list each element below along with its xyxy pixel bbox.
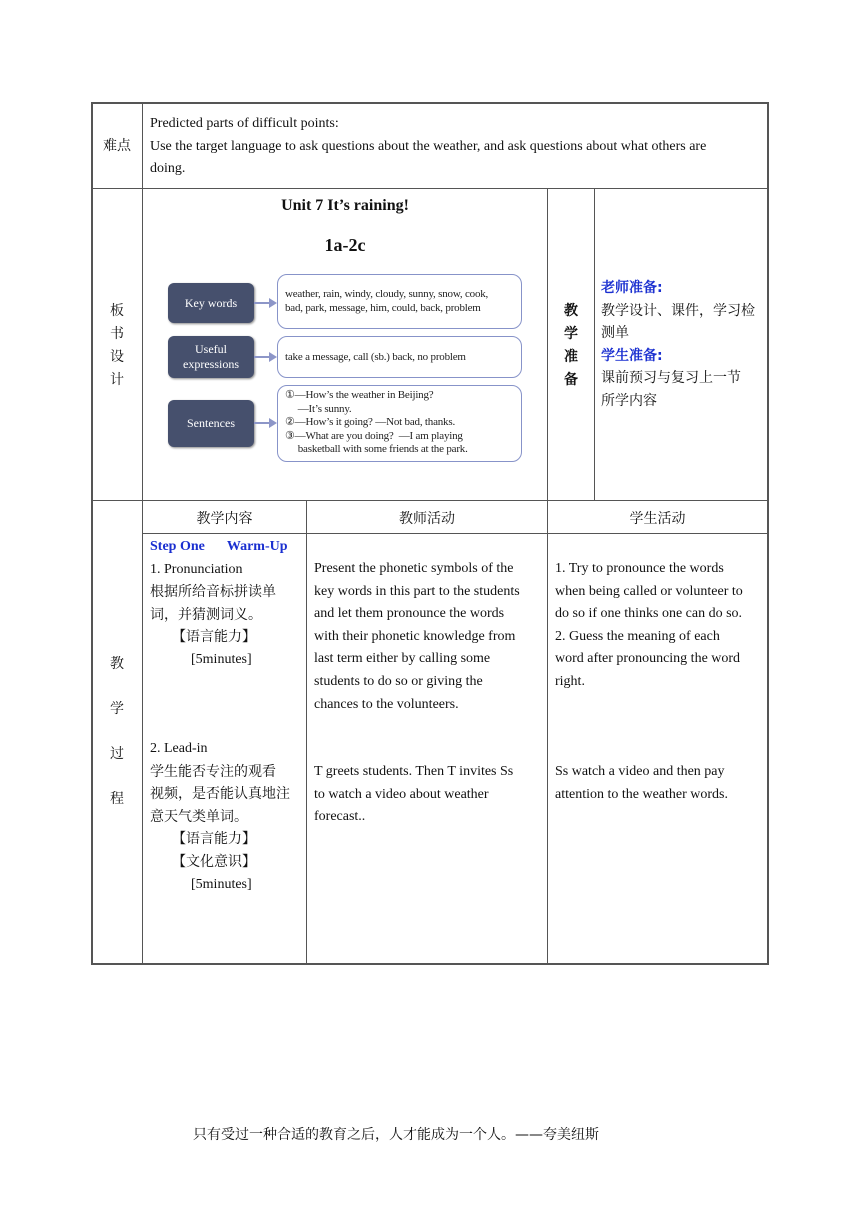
- student-pron-line-3: do so if one thinks one can do so.: [555, 606, 743, 622]
- warm-up-label: Warm-Up: [226, 539, 288, 554]
- lead-in-block: [150, 738, 305, 896]
- lead-title: 2. Lead-in: [150, 741, 208, 756]
- useful-expressions-line-2: expressions: [183, 357, 239, 371]
- student-prep-line-1: 课前预习与复习上一节: [601, 370, 741, 387]
- teacher-pron-line-6: students to do so or giving the: [314, 673, 483, 689]
- prep-label-divider: [594, 188, 595, 501]
- student-pron-line-1: 1. Try to pronounce the words: [555, 561, 724, 576]
- sentences-box: [277, 385, 522, 462]
- sentences-line-2: —It’s sunny.: [285, 402, 352, 415]
- key-words-pill: Key words: [168, 283, 254, 323]
- column-header-student: 学生活动: [629, 511, 686, 527]
- teacher-pron-line-4: with their phonetic knowledge from: [314, 628, 516, 644]
- sentences-line-1: ①—How’s the weather in Beijing?: [285, 389, 434, 401]
- sentences-line-3: ②—How’s it going? —Not bad, thanks.: [285, 416, 455, 428]
- board-label: [92, 300, 142, 392]
- sentences-arrow: [254, 422, 270, 424]
- prep-label-char-1: 教: [564, 303, 578, 319]
- sentences-line-5: basketball with some friends at the park.: [285, 443, 468, 455]
- process-divider-1: [306, 500, 307, 964]
- teacher-pron-line-3: and let them pronounce the words: [314, 606, 505, 622]
- difficult-line-1: Predicted parts of difficult points:: [150, 116, 339, 131]
- lead-tag-1: 【语言能力】: [172, 831, 256, 848]
- process-label-char-4: 程: [110, 791, 124, 807]
- difficult-label: 难点: [103, 138, 131, 154]
- row-divider-1: [91, 188, 769, 189]
- teacher-pron-activity: [314, 558, 546, 716]
- board-label-char-3: 设: [110, 349, 124, 365]
- step-one-label: Step One: [150, 539, 205, 554]
- process-label-char-3: 过: [110, 746, 124, 762]
- useful-expressions-box: [277, 336, 522, 378]
- student-lead-line-1: Ss watch a video and then pay: [555, 764, 725, 779]
- header-row-divider: [142, 533, 768, 534]
- teacher-lead-line-2: to watch a video about weather: [314, 786, 489, 802]
- sentences-line-4: ③—What are you doing? —I am playing: [285, 429, 463, 442]
- prep-label-char-4: 备: [564, 372, 578, 388]
- lead-desc-line-3: 意天气类单词。: [150, 808, 248, 825]
- table-top-border: [91, 102, 769, 104]
- pron-desc-line-1: 根据所给音标拼读单: [150, 584, 276, 601]
- difficult-content: [150, 113, 762, 181]
- pron-desc-line-2: 词，并猜测词义。: [150, 606, 262, 623]
- lead-time: [5minutes]: [191, 876, 252, 892]
- key-words-line-1: weather, rain, windy, cloudy, sunny, snow, cook,: [285, 288, 489, 300]
- process-label: [92, 653, 142, 833]
- difficult-line-3: doing.: [150, 161, 186, 177]
- column-header-teacher: 教师活动: [399, 511, 455, 527]
- pron-tag: 【语言能力】: [172, 629, 256, 646]
- student-pron-line-4: 2. Guess the meaning of each: [555, 628, 720, 644]
- content-column: [150, 536, 305, 672]
- prep-label-char-3: 准: [564, 349, 578, 365]
- board-label-char-4: 计: [110, 372, 124, 388]
- student-lead-activity: [555, 761, 766, 806]
- lead-tag-2: 【文化意识】: [172, 853, 256, 870]
- useful-expressions-line-1: Useful: [195, 342, 227, 356]
- process-label-char-1: 教: [110, 656, 124, 672]
- prep-label: [548, 300, 594, 392]
- lead-desc-line-1: 学生能否专注的观看: [150, 763, 276, 780]
- teacher-lead-line-1: T greets students. Then T invites Ss: [314, 764, 514, 779]
- table-left-border: [91, 102, 93, 965]
- student-pron-line-2: when being called or volunteer to: [555, 583, 743, 599]
- table-bottom-border: [91, 963, 769, 965]
- teacher-pron-line-2: key words in this part to the students: [314, 583, 520, 599]
- useful-expressions-arrow: [254, 356, 270, 358]
- prep-label-char-2: 学: [564, 326, 578, 342]
- board-label-char-1: 板: [110, 303, 124, 319]
- useful-expressions-text: take a message, call (sb.) back, no problem: [285, 351, 466, 363]
- process-divider-2: [547, 500, 548, 964]
- pron-time: [5minutes]: [191, 651, 252, 667]
- prep-content: [601, 277, 766, 413]
- useful-expressions-pill: [168, 336, 254, 378]
- key-words-box: [277, 274, 522, 329]
- teacher-prep-line-2: 测单: [601, 325, 629, 342]
- lead-desc-line-2: 视频，是否能认真地注: [150, 786, 290, 803]
- sentences-pill: Sentences: [168, 400, 254, 447]
- board-subtitle: 1a-2c: [324, 235, 366, 255]
- teacher-prep-heading: 老师准备:: [601, 280, 663, 296]
- footer-quote: 只有受过一种合适的教育之后，人才能成为一个人。——夸美纽斯: [193, 1127, 599, 1143]
- key-words-line-2: bad, park, message, him, could, back, problem: [285, 301, 481, 314]
- student-pron-line-6: right.: [555, 673, 585, 689]
- student-pron-activity: [555, 558, 766, 694]
- student-pron-line-5: word after pronouncing the word: [555, 651, 741, 667]
- student-prep-line-2: 所学内容: [601, 392, 657, 409]
- teacher-pron-line-5: last term either by calling some: [314, 651, 491, 667]
- board-label-char-2: 书: [110, 326, 124, 342]
- teacher-pron-line-7: chances to the volunteers.: [314, 696, 459, 712]
- process-label-char-2: 学: [110, 701, 124, 717]
- difficult-line-2: Use the target language to ask questions about the weather, and ask questions about what others are: [150, 138, 707, 154]
- teacher-pron-line-1: Present the phonetic symbols of the: [314, 561, 514, 576]
- student-lead-line-2: attention to the weather words.: [555, 786, 729, 802]
- column-header-content: 教学内容: [196, 511, 253, 527]
- row-divider-2: [91, 500, 769, 501]
- teacher-lead-line-3: forecast..: [314, 809, 366, 825]
- board-title: Unit 7 It’s raining!: [281, 197, 409, 214]
- teacher-lead-activity: [314, 761, 546, 829]
- key-words-arrow: [254, 302, 270, 304]
- step-heading: [150, 536, 305, 559]
- teacher-prep-line-1: 教学设计、课件，学习检: [601, 302, 755, 319]
- student-prep-heading: 学生准备:: [601, 347, 663, 364]
- pron-title: 1. Pronunciation: [150, 561, 243, 577]
